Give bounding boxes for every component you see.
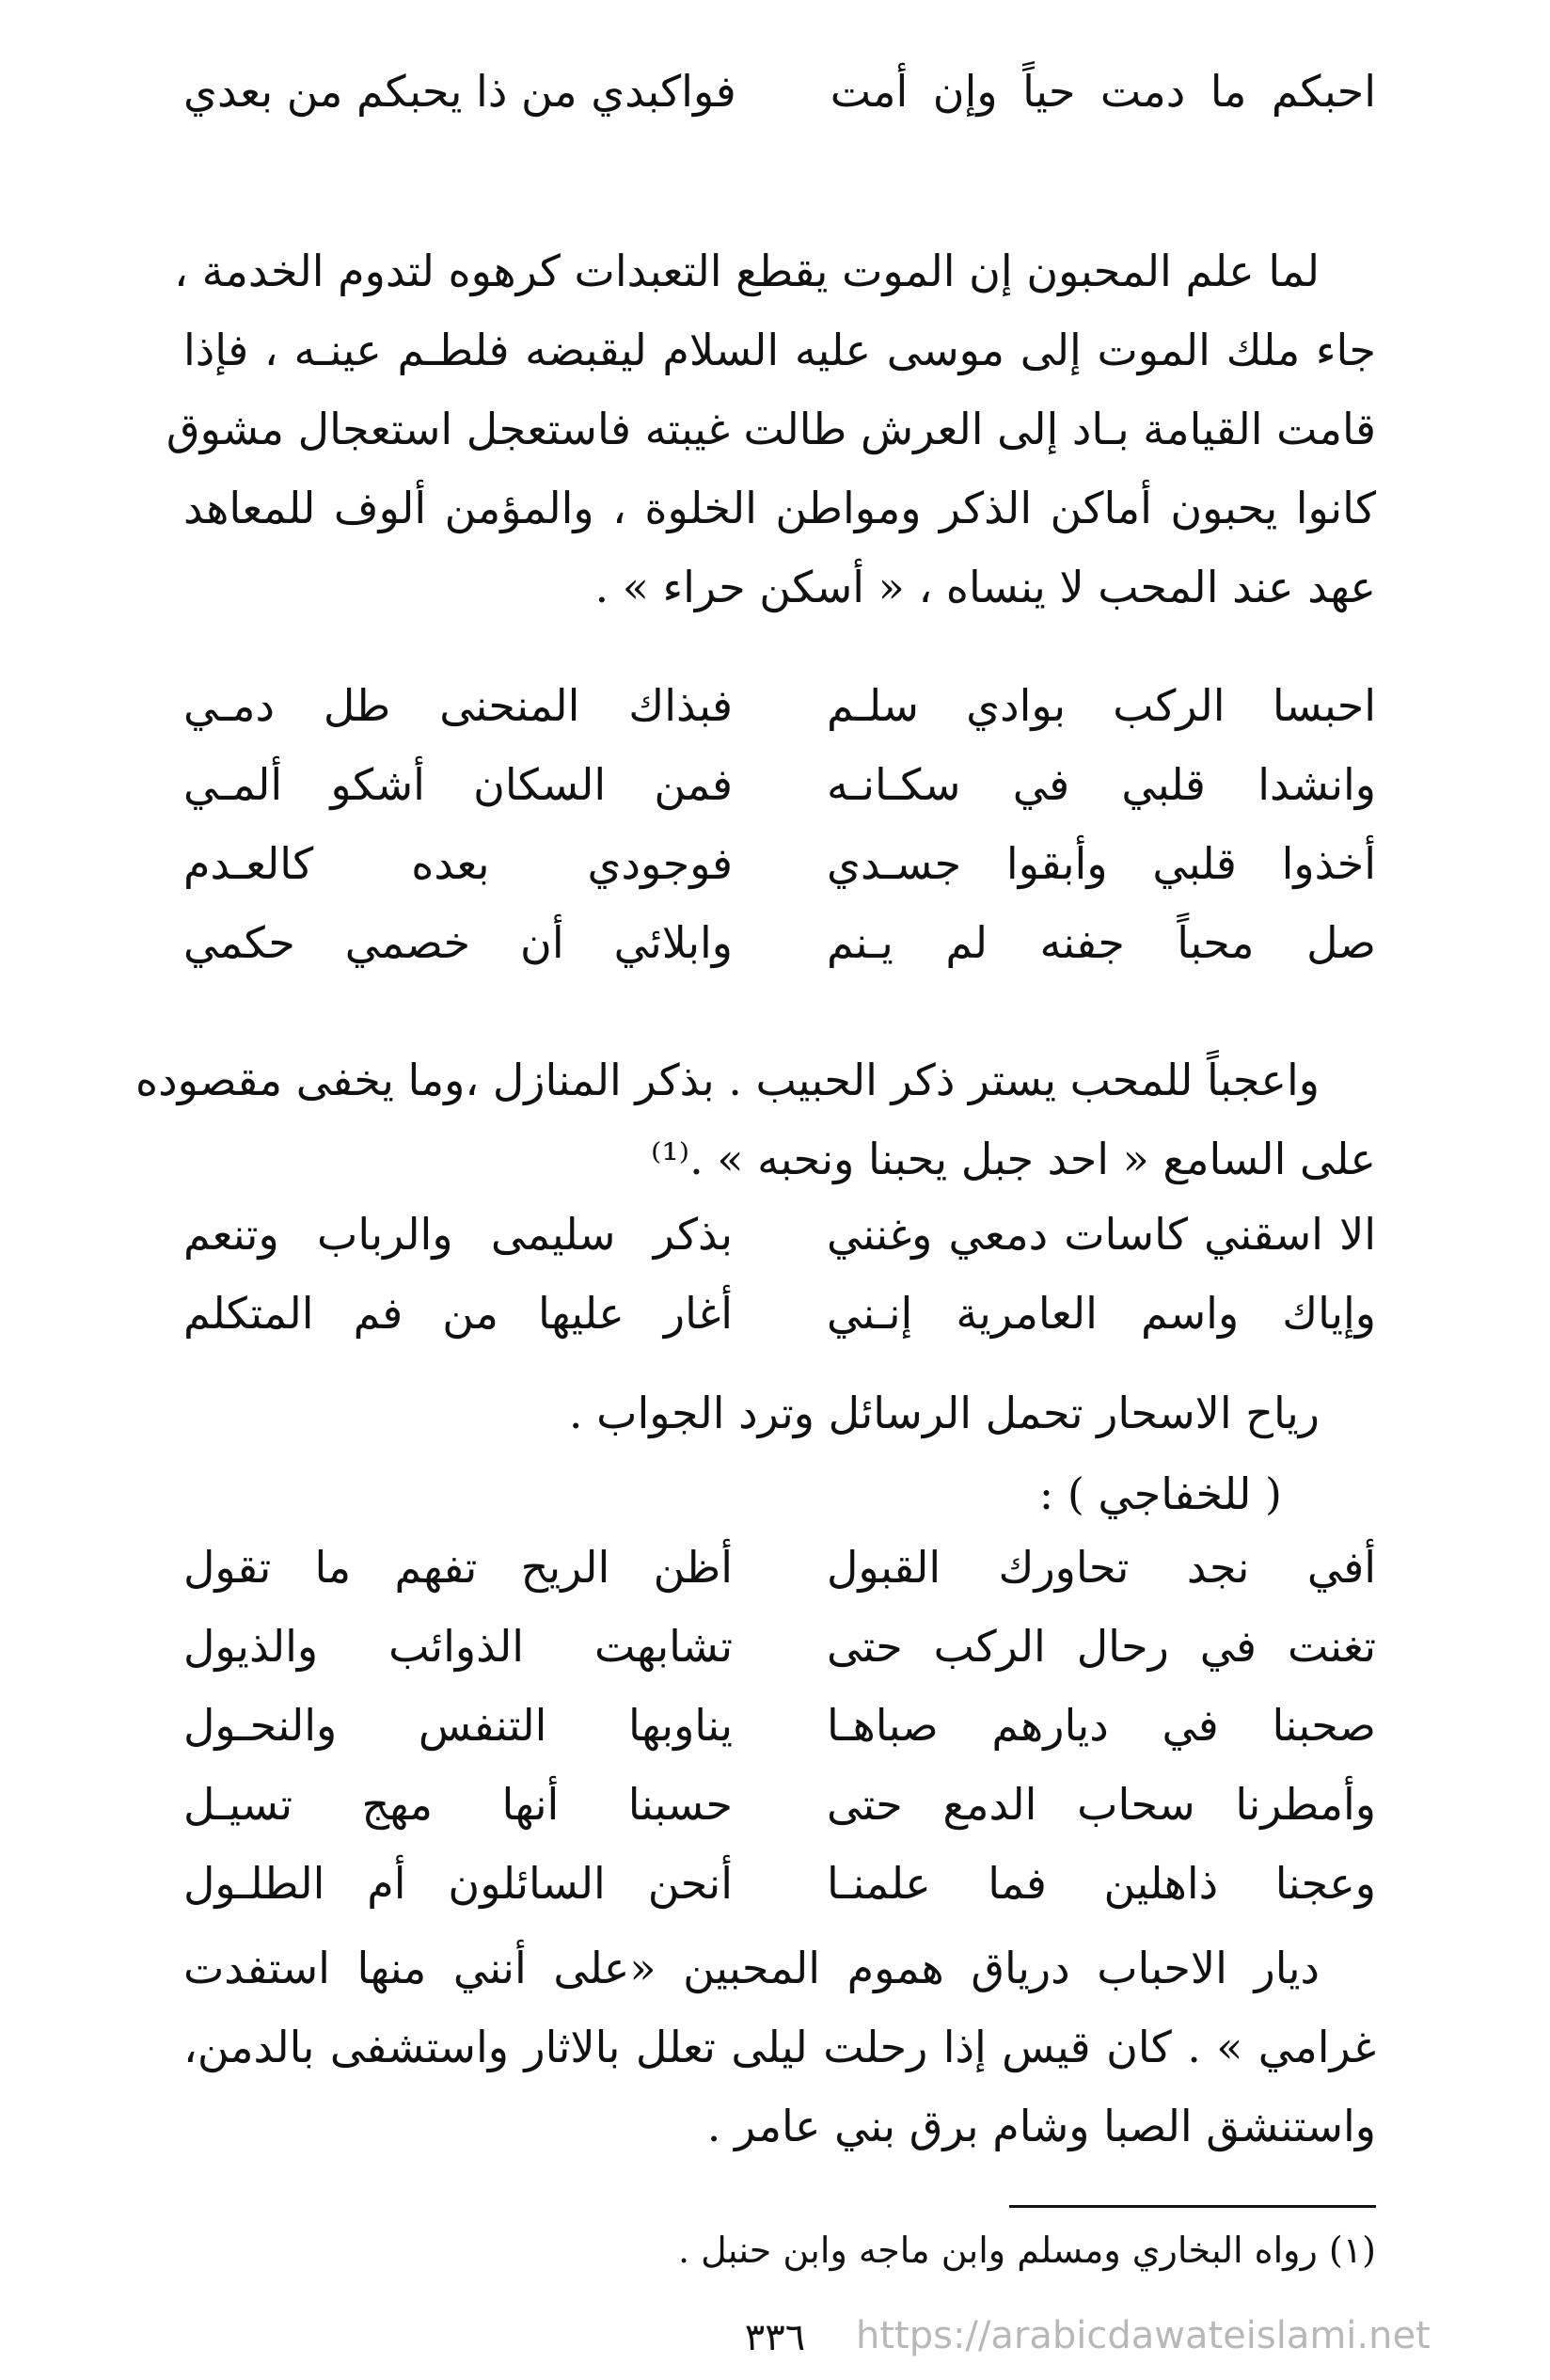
verse-line (183, 824, 1376, 903)
verse-second-hemistich: حسبنا أنها مهج تسيـل (183, 1779, 733, 1830)
verse-second-hemistich: أنحن السائلون أم الطلـول (183, 1858, 733, 1909)
footnote: (١) رواه البخاري ومسلم وابن ماجه وابن حنبل . (677, 2229, 1376, 2271)
paragraph-line: ديار الاحباب درياق هموم المحبين «على أنني منها استفدت (183, 1943, 1320, 1993)
verse-line (183, 52, 1376, 131)
verse-second-hemistich: يناوبها التنفس والنحـول (183, 1700, 733, 1751)
verse-first-hemistich: صحبنا في ديارهم صباهـا (827, 1700, 1376, 1751)
poem-2 (183, 1195, 1376, 1353)
verse-second-hemistich: فوجودي بعده كالعـدم (183, 838, 733, 889)
verse-line (183, 1844, 1376, 1923)
paragraph-line: على السامع « احد جبل يحبنا ونحبه » .⁽¹⁾ (651, 1134, 1376, 1184)
verse-second-hemistich: تشابهت الذوائب والذيول (183, 1621, 733, 1672)
paragraph-line: كانوا يحبون أماكن الذكر ومواطن الخلوة ، والمؤمن ألوف للمعاهد (183, 483, 1376, 533)
verse-second-hemistich: فواكبدي من ذا يحبكم من بعدي (183, 66, 736, 117)
verse-first-hemistich: احبكم ما دمت حياً وإن أمت (830, 66, 1376, 117)
paragraph-line: لما علم المحبون إن الموت يقطع التعبدات كرهوه لتدوم الخدمة ، (174, 246, 1320, 296)
verse-first-hemistich: أفي نجد تحاورك القبول (827, 1542, 1376, 1593)
verse-first-hemistich: أخذوا قلبي وأبقوا جسـدي (827, 838, 1376, 889)
paragraph-1 (166, 231, 1376, 627)
page-number: ٣٣٦ (744, 2316, 806, 2359)
verse-first-hemistich: وعجنا ذاهلين فما علمنـا (827, 1858, 1376, 1909)
paragraph-line: واستنشق الصبا وشام برق بني عامر . (706, 2101, 1376, 2151)
verse-first-hemistich: تغنت في رحال الركب حتى (827, 1621, 1376, 1672)
verse-line (183, 1607, 1376, 1686)
verse-line (183, 903, 1376, 982)
paragraph-line: غرامي » . كان قيس إذا رحلت ليلى تعلل بالاثار واستشفى بالدمن، (183, 2022, 1376, 2072)
verse-first-hemistich: صل محباً جفنه لم يـنم (827, 917, 1376, 968)
verse-first-hemistich: وإياك واسم العامرية إنـني (827, 1288, 1376, 1339)
paragraph-line: واعجباً للمحب يستر ذكر الحبيب . بذكر المنازل ،وما يخفى مقصوده (135, 1055, 1320, 1105)
verse-first-hemistich: الا اسقني كاسات دمعي وغنني (827, 1209, 1376, 1260)
footnote-divider (1009, 2205, 1376, 2208)
verse-line (183, 1195, 1376, 1274)
verse-second-hemistich: وابلائي أن خصمي حكمي (183, 917, 733, 968)
poem-3 (183, 1528, 1376, 1923)
verse-line (183, 1686, 1376, 1765)
verse-first-hemistich: احبسا الركب بوادي سلـم (827, 680, 1376, 731)
paragraph-3 (183, 1373, 1376, 1452)
paragraph-line: قامت القيامة بـاد إلى العرش طالت غيبته فاستعجل استعجال مشوق (166, 404, 1376, 454)
verse-line (183, 1274, 1376, 1353)
verse-second-hemistich: أغار عليها من فم المتكلم (183, 1288, 733, 1339)
verse-second-hemistich: بذكر سليمى والرباب وتنعم (183, 1209, 733, 1260)
verse-second-hemistich: أظن الريح تفهم ما تقول (183, 1542, 733, 1593)
verse-second-hemistich: فمن السكان أشكو ألمـي (183, 759, 733, 810)
poem-attribution (183, 1454, 1376, 1533)
verse-first-hemistich: وانشدا قلبي في سكـانـه (827, 759, 1376, 810)
paragraph-line: عهد عند المحب لا ينساه ، « أسكن حراء » . (594, 562, 1376, 612)
verse-first-hemistich: وأمطرنا سحاب الدمع حتى (827, 1779, 1376, 1830)
paragraph-4 (183, 1928, 1376, 2166)
watermark-url: https://arabicdawateislami.net (856, 2314, 1431, 2357)
paragraph-2 (135, 1040, 1376, 1198)
verse-line (183, 745, 1376, 824)
attribution-text: ( للخفاجي ) : (1038, 1468, 1282, 1519)
verse-line (183, 1765, 1376, 1844)
poem-1 (183, 666, 1376, 982)
paragraph-line: جاء ملك الموت إلى موسى عليه السلام ليقبضه فلطـم عينـه ، فإذا (183, 325, 1376, 375)
verse-second-hemistich: فبذاك المنحنى طل دمـي (183, 680, 733, 731)
verse-line (183, 1528, 1376, 1607)
verse-line (183, 666, 1376, 745)
paragraph-line: رياح الاسحار تحمل الرسائل وترد الجواب . (568, 1388, 1320, 1438)
opening-verse (183, 52, 1376, 131)
